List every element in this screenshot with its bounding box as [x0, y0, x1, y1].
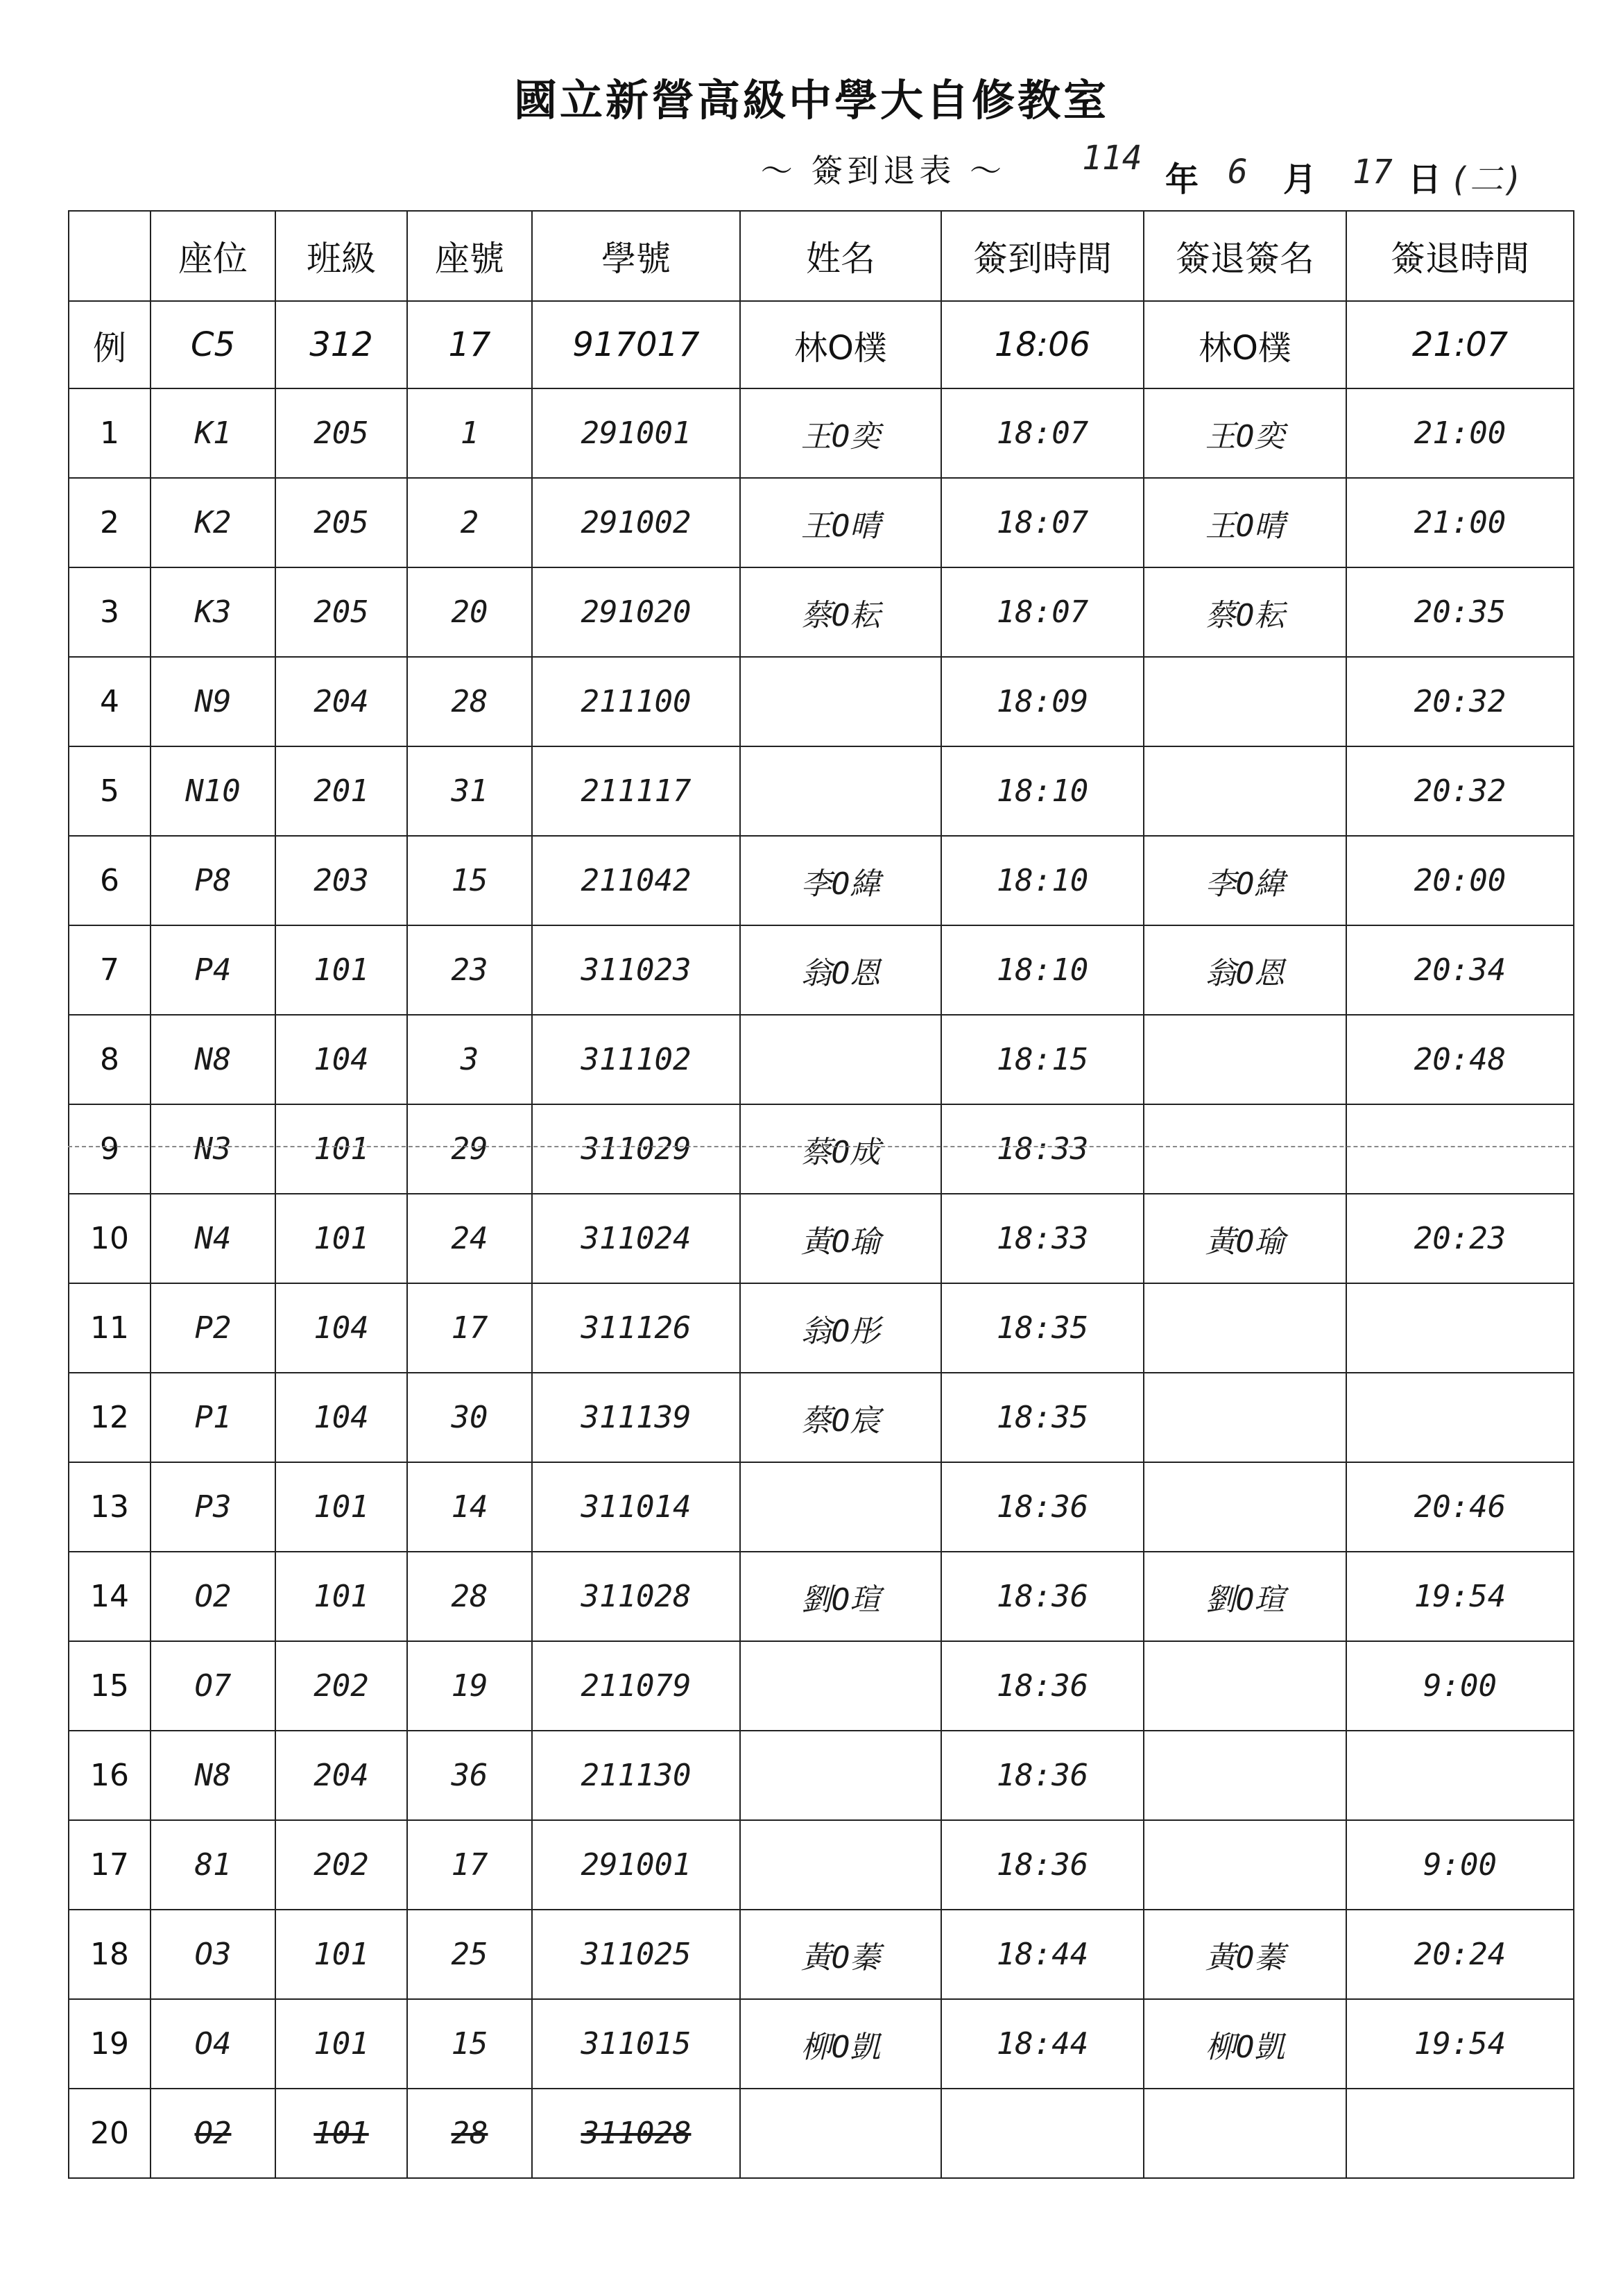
- signin-time-cell: 18:07: [941, 388, 1144, 478]
- signature-cell: [1144, 1641, 1346, 1731]
- name-cell: 王O晴: [740, 478, 941, 567]
- signature-cell: 柳O凱: [1144, 1999, 1346, 2089]
- seat-cell: O7: [151, 1641, 275, 1731]
- student-id-cell: 211079: [532, 1641, 740, 1731]
- seat-cell: N4: [151, 1194, 275, 1283]
- row-number: 10: [69, 1194, 151, 1283]
- signin-time-cell: 18:44: [941, 1910, 1144, 1999]
- signout-time-cell: 21:00: [1346, 388, 1574, 478]
- col-signout-time: 簽退時間: [1346, 211, 1574, 301]
- date-month: 6: [1228, 153, 1248, 191]
- example-label: 例: [69, 301, 151, 388]
- seat-number-cell: 30: [407, 1373, 532, 1462]
- signature-cell: 黃O瑜: [1144, 1194, 1346, 1283]
- name-cell: 蔡O宸: [740, 1373, 941, 1462]
- example-student-id: 917017: [532, 301, 740, 388]
- row-number: 1: [69, 388, 151, 478]
- signout-time-cell: 20:00: [1346, 836, 1574, 925]
- signature-cell: [1144, 657, 1346, 746]
- date-year-label: 年: [1165, 160, 1199, 199]
- class-cell: 104: [275, 1015, 407, 1104]
- table-row: [69, 2089, 1574, 2178]
- seat-cell: P2: [151, 1283, 275, 1373]
- name-cell: [740, 657, 941, 746]
- student-id-cell: 311028: [532, 2089, 740, 2178]
- name-cell: 翁O彤: [740, 1283, 941, 1373]
- table-row: [69, 1104, 1574, 1194]
- row-number: 11: [69, 1283, 151, 1373]
- signin-time-cell: 18:33: [941, 1194, 1144, 1283]
- seat-number-cell: 36: [407, 1731, 532, 1820]
- signout-time-cell: [1346, 2089, 1574, 2178]
- name-cell: 劉O瑄: [740, 1552, 941, 1641]
- form-date: [1082, 139, 1568, 201]
- table-row: [69, 836, 1574, 925]
- class-cell: 101: [275, 2089, 407, 2178]
- seat-cell: P3: [151, 1462, 275, 1552]
- seat-cell: P8: [151, 836, 275, 925]
- signin-time-cell: 18:36: [941, 1731, 1144, 1820]
- name-cell: [740, 1015, 941, 1104]
- seat-number-cell: 28: [407, 2089, 532, 2178]
- signin-time-cell: 18:07: [941, 567, 1144, 657]
- table-row: [69, 1194, 1574, 1283]
- table-row: [69, 478, 1574, 567]
- date-year: 114: [1082, 139, 1142, 178]
- seat-number-cell: 29: [407, 1104, 532, 1194]
- name-cell: 翁O恩: [740, 925, 941, 1015]
- signin-time-cell: 18:35: [941, 1283, 1144, 1373]
- seat-cell: N8: [151, 1015, 275, 1104]
- row-number: 6: [69, 836, 151, 925]
- form-subtitle: ～ 簽到退表 ～: [760, 152, 1006, 189]
- table-row: [69, 1910, 1574, 1999]
- col-signin-time: 簽到時間: [941, 211, 1144, 301]
- col-signout-signature: 簽退簽名: [1144, 211, 1346, 301]
- table-row: [69, 657, 1574, 746]
- student-id-cell: 291001: [532, 1820, 740, 1910]
- table-row: [69, 567, 1574, 657]
- seat-number-cell: 14: [407, 1462, 532, 1552]
- date-day: 17: [1352, 153, 1393, 191]
- table-row: [69, 1820, 1574, 1910]
- signout-time-cell: 20:24: [1346, 1910, 1574, 1999]
- student-id-cell: 291001: [532, 388, 740, 478]
- seat-cell: P1: [151, 1373, 275, 1462]
- signature-cell: [1144, 1373, 1346, 1462]
- signature-cell: [1144, 1104, 1346, 1194]
- signout-time-cell: 20:23: [1346, 1194, 1574, 1283]
- signin-rows: [69, 388, 1574, 2178]
- signin-time-cell: 18:44: [941, 1999, 1144, 2089]
- student-id-cell: 211117: [532, 746, 740, 836]
- table-row: [69, 1462, 1574, 1552]
- class-cell: 205: [275, 567, 407, 657]
- class-cell: 104: [275, 1283, 407, 1373]
- row-number: 9: [69, 1104, 151, 1194]
- col-number: 座號: [407, 211, 532, 301]
- name-cell: [740, 1462, 941, 1552]
- class-cell: 202: [275, 1641, 407, 1731]
- signin-time-cell: 18:33: [941, 1104, 1144, 1194]
- row-number: 16: [69, 1731, 151, 1820]
- row-number: 5: [69, 746, 151, 836]
- seat-number-cell: 31: [407, 746, 532, 836]
- signin-time-cell: 18:36: [941, 1552, 1144, 1641]
- example-row: [69, 301, 1574, 388]
- student-id-cell: 311024: [532, 1194, 740, 1283]
- row-number: 19: [69, 1999, 151, 2089]
- signature-cell: [1144, 1462, 1346, 1552]
- signout-time-cell: 19:54: [1346, 1552, 1574, 1641]
- student-id-cell: 291020: [532, 567, 740, 657]
- example-signature: 林O樸: [1144, 301, 1346, 388]
- date-day-label: 日: [1408, 160, 1442, 199]
- table-row: [69, 1283, 1574, 1373]
- signature-cell: [1144, 1820, 1346, 1910]
- student-id-cell: 311023: [532, 925, 740, 1015]
- student-id-cell: 311028: [532, 1552, 740, 1641]
- seat-cell: N9: [151, 657, 275, 746]
- example-signin-time: 18:06: [941, 301, 1144, 388]
- seat-number-cell: 15: [407, 1999, 532, 2089]
- signature-cell: 王O奕: [1144, 388, 1346, 478]
- col-class: 班級: [275, 211, 407, 301]
- student-id-cell: 311025: [532, 1910, 740, 1999]
- example-signout-time: 21:07: [1346, 301, 1574, 388]
- seat-cell: K3: [151, 567, 275, 657]
- signout-time-cell: [1346, 1731, 1574, 1820]
- class-cell: 101: [275, 1104, 407, 1194]
- class-cell: 101: [275, 1462, 407, 1552]
- signout-time-cell: 21:00: [1346, 478, 1574, 567]
- signout-time-cell: [1346, 1373, 1574, 1462]
- col-name: 姓名: [740, 211, 941, 301]
- row-number: 20: [69, 2089, 151, 2178]
- row-number: 17: [69, 1820, 151, 1910]
- seat-number-cell: 2: [407, 478, 532, 567]
- row-number: 14: [69, 1552, 151, 1641]
- class-cell: 101: [275, 1552, 407, 1641]
- class-cell: 204: [275, 1731, 407, 1820]
- seat-cell: K2: [151, 478, 275, 567]
- seat-cell: O3: [151, 1910, 275, 1999]
- student-id-cell: 311139: [532, 1373, 740, 1462]
- seat-cell: P4: [151, 925, 275, 1015]
- seat-cell: 81: [151, 1820, 275, 1910]
- seat-number-cell: 3: [407, 1015, 532, 1104]
- class-cell: 101: [275, 1194, 407, 1283]
- signout-time-cell: 20:35: [1346, 567, 1574, 657]
- signature-cell: [1144, 1731, 1346, 1820]
- example-class: 312: [275, 301, 407, 388]
- seat-number-cell: 19: [407, 1641, 532, 1731]
- table-row: [69, 1015, 1574, 1104]
- class-cell: 201: [275, 746, 407, 836]
- seat-number-cell: 24: [407, 1194, 532, 1283]
- form-title: 國立新營高級中學大自修教室: [513, 75, 1109, 126]
- row-number: 12: [69, 1373, 151, 1462]
- seat-number-cell: 17: [407, 1820, 532, 1910]
- col-seat: 座位: [151, 211, 275, 301]
- col-student-id: 學號: [532, 211, 740, 301]
- signature-cell: [1144, 1283, 1346, 1373]
- date-weekday: (二): [1450, 160, 1523, 199]
- signin-time-cell: 18:10: [941, 836, 1144, 925]
- student-id-cell: 311029: [532, 1104, 740, 1194]
- signout-time-cell: 20:32: [1346, 746, 1574, 836]
- class-cell: 204: [275, 657, 407, 746]
- row-number: 15: [69, 1641, 151, 1731]
- seat-number-cell: 17: [407, 1283, 532, 1373]
- name-cell: [740, 746, 941, 836]
- student-id-cell: 311015: [532, 1999, 740, 2089]
- signout-time-cell: [1346, 1104, 1574, 1194]
- student-id-cell: 211100: [532, 657, 740, 746]
- table-row: [69, 1552, 1574, 1641]
- name-cell: 蔡O耘: [740, 567, 941, 657]
- signin-time-cell: 18:35: [941, 1373, 1144, 1462]
- table-row: [69, 1373, 1574, 1462]
- name-cell: 柳O凱: [740, 1999, 941, 2089]
- row-number: 7: [69, 925, 151, 1015]
- student-id-cell: 291002: [532, 478, 740, 567]
- name-cell: [740, 2089, 941, 2178]
- signature-cell: 翁O恩: [1144, 925, 1346, 1015]
- student-id-cell: 311102: [532, 1015, 740, 1104]
- signature-cell: [1144, 2089, 1346, 2178]
- seat-number-cell: 15: [407, 836, 532, 925]
- table-row: [69, 388, 1574, 478]
- signature-cell: 王O晴: [1144, 478, 1346, 567]
- row-number: 2: [69, 478, 151, 567]
- name-cell: 黃O瑜: [740, 1194, 941, 1283]
- signin-time-cell: 18:15: [941, 1015, 1144, 1104]
- signin-time-cell: 18:09: [941, 657, 1144, 746]
- signature-cell: 劉O瑄: [1144, 1552, 1346, 1641]
- seat-cell: O4: [151, 1999, 275, 2089]
- seat-number-cell: 28: [407, 1552, 532, 1641]
- table-row: [69, 1641, 1574, 1731]
- table-row: [69, 1731, 1574, 1820]
- signature-cell: 李O緯: [1144, 836, 1346, 925]
- class-cell: 101: [275, 1999, 407, 2089]
- signout-time-cell: 20:32: [1346, 657, 1574, 746]
- signout-time-cell: 9:00: [1346, 1641, 1574, 1731]
- class-cell: 202: [275, 1820, 407, 1910]
- signin-time-cell: 18:36: [941, 1820, 1144, 1910]
- signout-time-cell: 20:46: [1346, 1462, 1574, 1552]
- row-number: 18: [69, 1910, 151, 1999]
- class-cell: 104: [275, 1373, 407, 1462]
- name-cell: [740, 1731, 941, 1820]
- table-row: [69, 746, 1574, 836]
- name-cell: 李O緯: [740, 836, 941, 925]
- name-cell: 王O奕: [740, 388, 941, 478]
- seat-number-cell: 20: [407, 567, 532, 657]
- name-cell: 黃O蓁: [740, 1910, 941, 1999]
- seat-cell: N10: [151, 746, 275, 836]
- signature-cell: 黃O蓁: [1144, 1910, 1346, 1999]
- signout-time-cell: 19:54: [1346, 1999, 1574, 2089]
- signin-table: [68, 210, 1574, 2179]
- row-number: 3: [69, 567, 151, 657]
- class-cell: 205: [275, 388, 407, 478]
- class-cell: 203: [275, 836, 407, 925]
- signout-time-cell: 9:00: [1346, 1820, 1574, 1910]
- name-cell: [740, 1820, 941, 1910]
- table-row: [69, 925, 1574, 1015]
- student-id-cell: 311126: [532, 1283, 740, 1373]
- fold-line: [68, 1146, 1573, 1147]
- example-seat: C5: [151, 301, 275, 388]
- signin-time-cell: 18:10: [941, 746, 1144, 836]
- table-row: [69, 1999, 1574, 2089]
- signout-time-cell: [1346, 1283, 1574, 1373]
- signin-time-cell: 18:36: [941, 1641, 1144, 1731]
- seat-cell: O2: [151, 1552, 275, 1641]
- student-id-cell: 211130: [532, 1731, 740, 1820]
- name-cell: [740, 1641, 941, 1731]
- example-number: 17: [407, 301, 532, 388]
- seat-number-cell: 25: [407, 1910, 532, 1999]
- example-name: 林O樸: [740, 301, 941, 388]
- seat-number-cell: 23: [407, 925, 532, 1015]
- signature-cell: 蔡O耘: [1144, 567, 1346, 657]
- seat-cell: K1: [151, 388, 275, 478]
- seat-number-cell: 1: [407, 388, 532, 478]
- signout-time-cell: 20:34: [1346, 925, 1574, 1015]
- row-number: 13: [69, 1462, 151, 1552]
- col-index: [69, 211, 151, 301]
- name-cell: 蔡O成: [740, 1104, 941, 1194]
- date-month-label: 月: [1283, 160, 1317, 199]
- class-cell: 101: [275, 925, 407, 1015]
- signature-cell: [1144, 746, 1346, 836]
- seat-cell: O2: [151, 2089, 275, 2178]
- student-id-cell: 211042: [532, 836, 740, 925]
- row-number: 4: [69, 657, 151, 746]
- signin-time-cell: 18:07: [941, 478, 1144, 567]
- signout-time-cell: 20:48: [1346, 1015, 1574, 1104]
- row-number: 8: [69, 1015, 151, 1104]
- seat-cell: N8: [151, 1731, 275, 1820]
- class-cell: 101: [275, 1910, 407, 1999]
- header-row: [69, 211, 1574, 301]
- seat-number-cell: 28: [407, 657, 532, 746]
- class-cell: 205: [275, 478, 407, 567]
- signin-time-cell: 18:36: [941, 1462, 1144, 1552]
- signature-cell: [1144, 1015, 1346, 1104]
- seat-cell: N3: [151, 1104, 275, 1194]
- student-id-cell: 311014: [532, 1462, 740, 1552]
- signin-time-cell: 18:10: [941, 925, 1144, 1015]
- signin-time-cell: [941, 2089, 1144, 2178]
